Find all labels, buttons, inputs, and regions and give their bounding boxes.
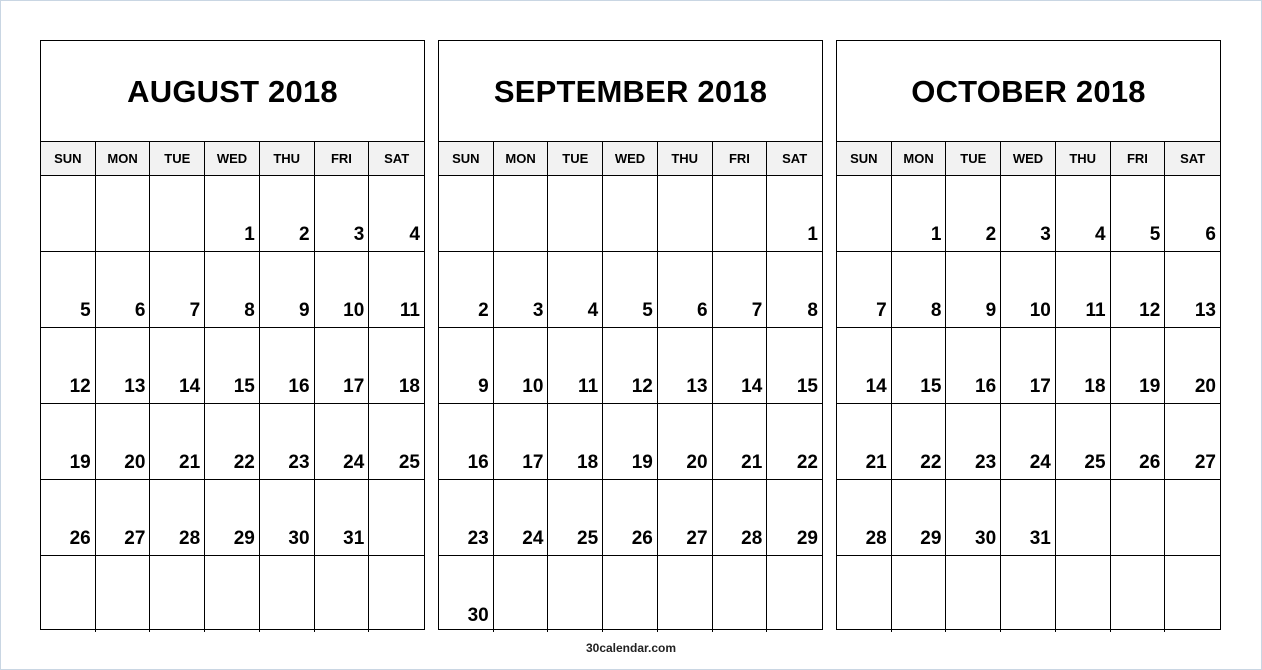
day-cell xyxy=(946,176,1001,252)
day-number: 22 xyxy=(920,452,942,473)
day-cell xyxy=(1165,480,1220,556)
day-number: 16 xyxy=(467,452,489,473)
day-cell xyxy=(96,328,151,404)
day-cell xyxy=(767,556,822,632)
day-number: 20 xyxy=(124,452,146,473)
day-number: 27 xyxy=(1194,452,1216,473)
day-number: 6 xyxy=(696,300,708,321)
calendar-october-2018 xyxy=(836,40,1221,630)
day-cell xyxy=(892,404,947,480)
day-number: 13 xyxy=(1194,300,1216,321)
day-number: 26 xyxy=(1139,452,1161,473)
weekday-label: FRI xyxy=(713,142,768,175)
day-number: 26 xyxy=(631,528,653,549)
day-cell xyxy=(369,556,424,632)
month-title: AUGUST 2018 xyxy=(41,41,424,142)
day-cell xyxy=(1001,176,1056,252)
day-number: 2 xyxy=(298,224,310,245)
day-cell xyxy=(494,480,549,556)
day-cell xyxy=(548,176,603,252)
day-number: 23 xyxy=(288,452,310,473)
day-cell xyxy=(315,404,370,480)
day-cell xyxy=(837,404,892,480)
day-cell xyxy=(439,328,494,404)
weekday-label: MON xyxy=(494,142,549,175)
day-cell xyxy=(315,328,370,404)
weekday-label: FRI xyxy=(315,142,370,175)
day-grid xyxy=(41,176,424,632)
day-number: 21 xyxy=(865,452,887,473)
day-cell xyxy=(369,480,424,556)
day-number: 12 xyxy=(1139,300,1161,321)
day-number: 19 xyxy=(1139,376,1161,397)
day-cell xyxy=(548,556,603,632)
day-cell xyxy=(494,176,549,252)
day-cell xyxy=(315,480,370,556)
day-number: 30 xyxy=(467,605,489,626)
day-cell xyxy=(96,176,151,252)
day-cell xyxy=(1001,556,1056,632)
day-cell xyxy=(494,252,549,328)
day-cell xyxy=(1165,328,1220,404)
day-number: 7 xyxy=(189,300,201,321)
day-cell xyxy=(369,176,424,252)
weekday-label: SAT xyxy=(1180,151,1206,166)
weekday-label: TUE xyxy=(548,142,603,175)
day-number: 18 xyxy=(577,452,599,473)
day-cell xyxy=(1056,404,1111,480)
day-cell xyxy=(603,328,658,404)
day-cell xyxy=(946,404,1001,480)
day-number: 8 xyxy=(807,300,818,321)
day-number: 5 xyxy=(1149,224,1161,245)
day-number: 10 xyxy=(1029,300,1051,321)
day-cell xyxy=(439,404,494,480)
day-number: 19 xyxy=(631,452,653,473)
day-cell xyxy=(1111,328,1166,404)
day-number: 15 xyxy=(920,376,942,397)
day-cell xyxy=(494,328,549,404)
day-cell xyxy=(205,176,260,252)
day-number: 9 xyxy=(478,376,489,397)
weekday-label: MON xyxy=(892,142,947,175)
day-number: 7 xyxy=(751,300,763,321)
day-cell xyxy=(315,176,370,252)
day-cell xyxy=(1111,176,1166,252)
day-number: 3 xyxy=(532,300,544,321)
day-grid xyxy=(837,176,1220,632)
day-cell xyxy=(548,480,603,556)
day-number: 8 xyxy=(244,300,255,321)
day-number: 28 xyxy=(179,528,201,549)
day-cell xyxy=(946,328,1001,404)
day-cell xyxy=(1056,556,1111,632)
day-cell xyxy=(892,252,947,328)
day-number: 5 xyxy=(80,300,91,321)
day-cell xyxy=(1165,404,1220,480)
day-grid xyxy=(439,176,822,632)
day-cell xyxy=(658,404,713,480)
day-number: 4 xyxy=(409,224,420,245)
weekday-header xyxy=(439,142,822,176)
day-number: 3 xyxy=(1040,224,1051,245)
day-cell xyxy=(946,252,1001,328)
day-number: 17 xyxy=(343,376,365,397)
day-cell xyxy=(767,404,822,480)
day-cell xyxy=(1165,252,1220,328)
day-cell xyxy=(658,328,713,404)
day-cell xyxy=(1001,328,1056,404)
day-cell xyxy=(150,252,205,328)
day-number: 1 xyxy=(807,224,818,245)
day-cell xyxy=(548,252,603,328)
day-cell xyxy=(767,176,822,252)
day-number: 22 xyxy=(233,452,255,473)
calendar-august-2018 xyxy=(40,40,425,630)
day-number: 18 xyxy=(398,376,420,397)
day-number: 4 xyxy=(587,300,599,321)
day-cell xyxy=(260,252,315,328)
day-number: 6 xyxy=(1205,224,1216,245)
day-cell xyxy=(260,328,315,404)
day-cell xyxy=(96,252,151,328)
day-cell xyxy=(1001,404,1056,480)
day-number: 12 xyxy=(631,376,653,397)
day-number: 24 xyxy=(522,528,544,549)
day-cell xyxy=(713,176,768,252)
day-cell xyxy=(96,556,151,632)
day-cell xyxy=(41,176,96,252)
day-cell xyxy=(603,556,658,632)
day-number: 10 xyxy=(522,376,544,397)
day-number: 27 xyxy=(686,528,708,549)
day-cell xyxy=(439,176,494,252)
day-number: 13 xyxy=(124,376,146,397)
day-cell xyxy=(892,480,947,556)
day-number: 26 xyxy=(69,528,91,549)
day-cell xyxy=(369,404,424,480)
day-cell xyxy=(603,404,658,480)
day-number: 15 xyxy=(233,376,255,397)
day-number: 9 xyxy=(985,300,997,321)
day-cell xyxy=(767,328,822,404)
day-number: 21 xyxy=(741,452,763,473)
weekday-label: SAT xyxy=(782,151,808,166)
day-cell xyxy=(369,252,424,328)
day-cell xyxy=(1111,252,1166,328)
day-cell xyxy=(494,404,549,480)
weekday-label: SUN xyxy=(439,142,494,175)
weekday-label: THU xyxy=(658,142,713,175)
day-number: 25 xyxy=(1084,452,1106,473)
day-number: 1 xyxy=(244,224,255,245)
day-cell xyxy=(713,328,768,404)
day-cell xyxy=(41,252,96,328)
day-cell xyxy=(315,252,370,328)
month-title: OCTOBER 2018 xyxy=(837,41,1220,142)
weekday-label: THU xyxy=(260,142,315,175)
day-number: 15 xyxy=(796,376,818,397)
day-cell xyxy=(837,556,892,632)
day-cell xyxy=(150,404,205,480)
day-cell xyxy=(205,252,260,328)
day-cell xyxy=(1165,176,1220,252)
day-number: 30 xyxy=(975,528,997,549)
day-cell xyxy=(260,556,315,632)
day-cell xyxy=(603,252,658,328)
day-number: 17 xyxy=(522,452,544,473)
day-number: 14 xyxy=(179,376,201,397)
day-cell xyxy=(96,480,151,556)
day-cell xyxy=(713,252,768,328)
day-number: 29 xyxy=(920,528,942,549)
day-cell xyxy=(946,556,1001,632)
day-cell xyxy=(892,556,947,632)
day-cell xyxy=(1165,556,1220,632)
day-cell xyxy=(41,556,96,632)
day-cell xyxy=(439,480,494,556)
day-number: 14 xyxy=(741,376,763,397)
day-number: 28 xyxy=(741,528,763,549)
day-cell xyxy=(41,328,96,404)
day-number: 18 xyxy=(1084,376,1106,397)
day-cell xyxy=(315,556,370,632)
day-cell xyxy=(603,480,658,556)
day-cell xyxy=(439,556,494,632)
day-cell xyxy=(713,404,768,480)
day-cell xyxy=(369,328,424,404)
day-number: 16 xyxy=(288,376,310,397)
weekday-label: FRI xyxy=(1111,142,1166,175)
day-cell xyxy=(41,480,96,556)
day-number: 29 xyxy=(796,528,818,549)
weekday-label: SUN xyxy=(837,142,892,175)
day-number: 2 xyxy=(985,224,997,245)
day-cell xyxy=(713,556,768,632)
day-cell xyxy=(150,176,205,252)
day-number: 25 xyxy=(398,452,420,473)
day-cell xyxy=(1111,404,1166,480)
day-number: 10 xyxy=(343,300,365,321)
weekday-label: WED xyxy=(205,142,260,175)
day-cell xyxy=(837,480,892,556)
weekday-header xyxy=(837,142,1220,176)
day-number: 31 xyxy=(1029,528,1051,549)
day-cell xyxy=(1001,252,1056,328)
day-number: 25 xyxy=(577,528,599,549)
day-cell xyxy=(548,328,603,404)
footer-site-name: 30calendar.com xyxy=(585,641,677,655)
day-cell xyxy=(1056,176,1111,252)
day-cell xyxy=(658,176,713,252)
day-cell xyxy=(205,404,260,480)
day-number: 19 xyxy=(69,452,91,473)
day-cell xyxy=(260,404,315,480)
day-cell xyxy=(548,404,603,480)
day-number: 28 xyxy=(865,528,887,549)
day-cell xyxy=(837,176,892,252)
day-number: 27 xyxy=(124,528,146,549)
day-cell xyxy=(837,328,892,404)
day-cell xyxy=(1001,480,1056,556)
day-number: 11 xyxy=(578,376,599,397)
day-number: 24 xyxy=(1029,452,1051,473)
day-number: 20 xyxy=(686,452,708,473)
day-cell xyxy=(767,480,822,556)
day-number: 11 xyxy=(399,300,420,321)
day-cell xyxy=(837,252,892,328)
weekday-label: THU xyxy=(1056,142,1111,175)
day-cell xyxy=(658,556,713,632)
weekday-header xyxy=(41,142,424,176)
month-title: SEPTEMBER 2018 xyxy=(439,41,822,142)
day-number: 30 xyxy=(288,528,310,549)
day-cell xyxy=(713,480,768,556)
day-cell xyxy=(946,480,1001,556)
day-cell xyxy=(494,556,549,632)
day-cell xyxy=(1111,556,1166,632)
day-cell xyxy=(658,480,713,556)
day-cell xyxy=(1111,480,1166,556)
day-cell xyxy=(150,480,205,556)
day-number: 8 xyxy=(930,300,942,321)
day-cell xyxy=(658,252,713,328)
day-cell xyxy=(439,252,494,328)
weekday-label: MON xyxy=(96,142,151,175)
weekday-label: WED xyxy=(603,142,658,175)
day-cell xyxy=(205,556,260,632)
day-number: 5 xyxy=(642,300,653,321)
weekday-label: SAT xyxy=(384,151,410,166)
day-number: 24 xyxy=(343,452,365,473)
day-number: 20 xyxy=(1194,376,1216,397)
day-cell xyxy=(1056,480,1111,556)
day-cell xyxy=(1056,328,1111,404)
day-number: 29 xyxy=(233,528,255,549)
day-number: 6 xyxy=(134,300,146,321)
day-cell xyxy=(96,404,151,480)
day-number: 13 xyxy=(686,376,708,397)
day-number: 4 xyxy=(1094,224,1106,245)
day-number: 22 xyxy=(796,452,818,473)
day-number: 9 xyxy=(298,300,310,321)
weekday-label: WED xyxy=(1001,142,1056,175)
day-cell xyxy=(205,328,260,404)
day-cell xyxy=(603,176,658,252)
day-number: 23 xyxy=(975,452,997,473)
day-cell xyxy=(892,328,947,404)
day-number: 1 xyxy=(930,224,942,245)
weekday-label: SUN xyxy=(41,142,96,175)
day-number: 3 xyxy=(353,224,365,245)
day-cell xyxy=(260,176,315,252)
day-number: 17 xyxy=(1029,376,1051,397)
day-number: 7 xyxy=(876,300,887,321)
day-number: 12 xyxy=(69,376,91,397)
day-number: 2 xyxy=(478,300,489,321)
day-cell xyxy=(41,404,96,480)
day-cell xyxy=(892,176,947,252)
day-number: 16 xyxy=(975,376,997,397)
day-number: 21 xyxy=(179,452,201,473)
day-number: 23 xyxy=(467,528,489,549)
weekday-label: TUE xyxy=(150,142,205,175)
day-cell xyxy=(260,480,315,556)
day-number: 11 xyxy=(1085,300,1106,321)
day-number: 14 xyxy=(865,376,887,397)
day-cell xyxy=(205,480,260,556)
day-cell xyxy=(150,328,205,404)
calendar-september-2018 xyxy=(438,40,823,630)
day-cell xyxy=(150,556,205,632)
day-cell xyxy=(767,252,822,328)
day-cell xyxy=(1056,252,1111,328)
day-number: 31 xyxy=(343,528,365,549)
weekday-label: TUE xyxy=(946,142,1001,175)
